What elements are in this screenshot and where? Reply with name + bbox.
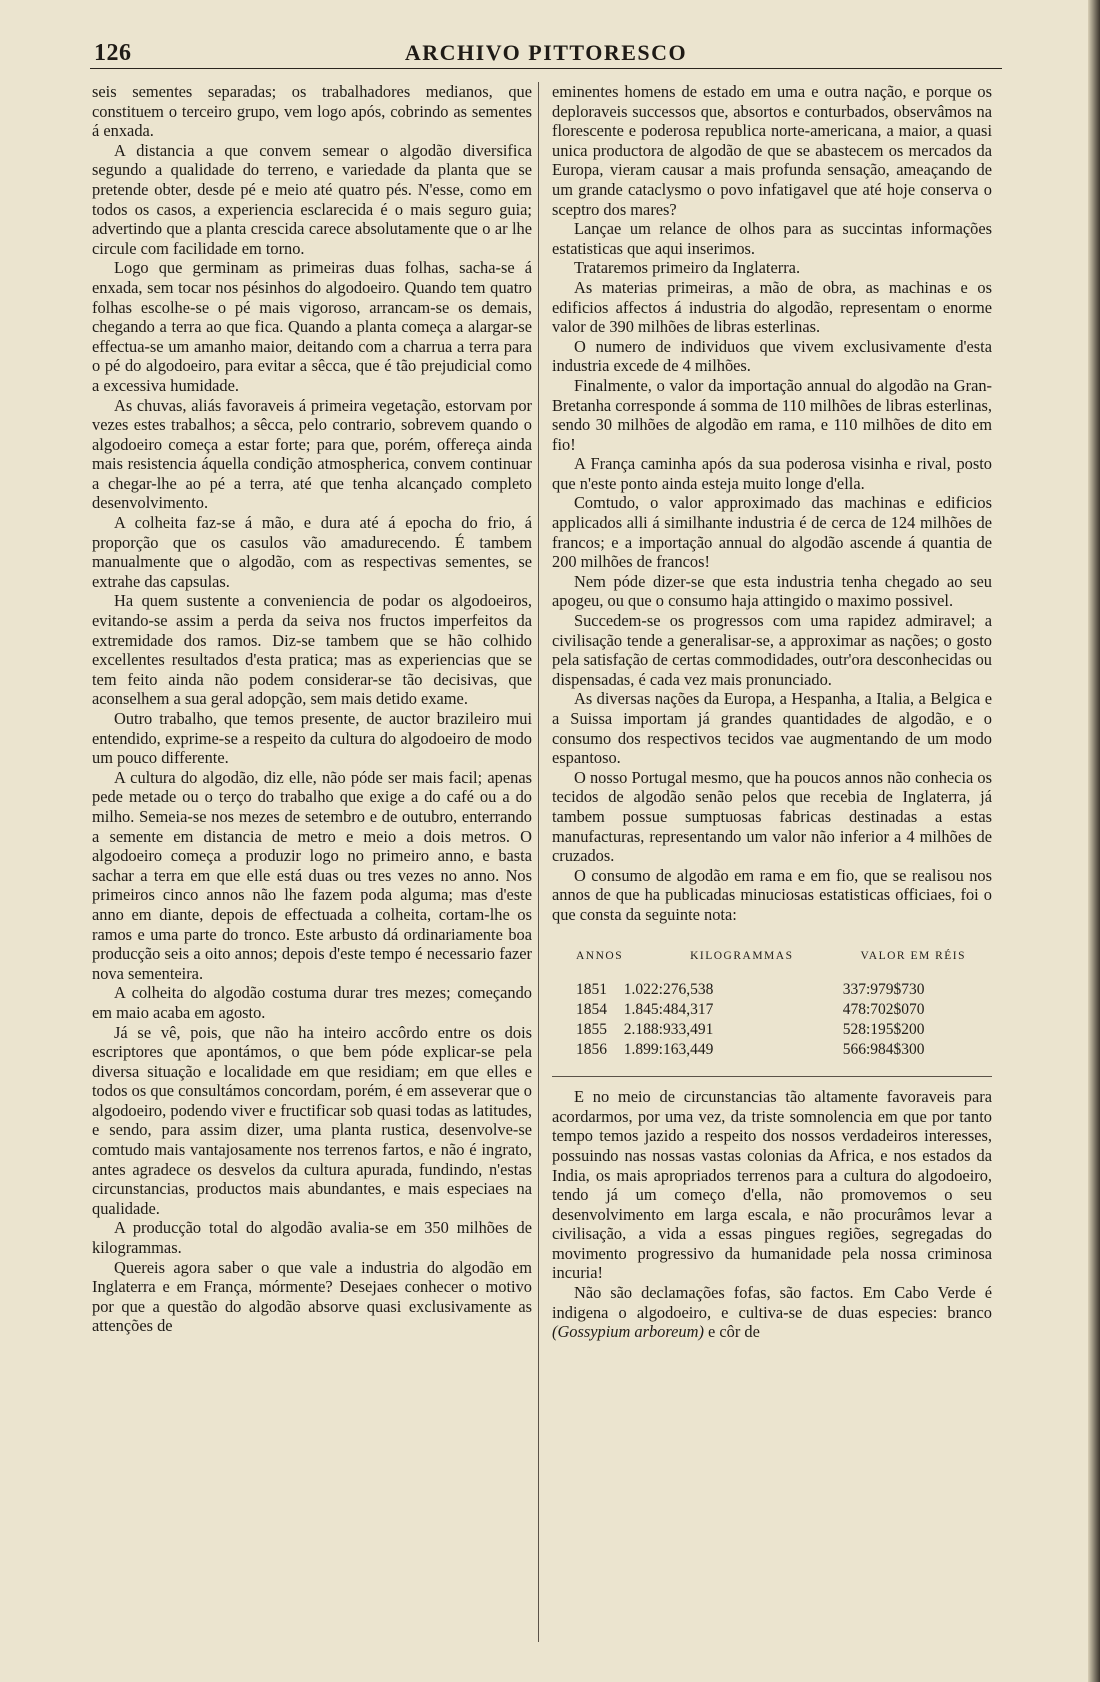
row-kilograms: 2.188:933,491 [623, 1021, 714, 1039]
row-value: 478:702$070 [842, 1001, 925, 1019]
paragraph: eminentes homens de estado em uma e outra nação, e porque os deploraveis successos que, absortos e conturbados, observâmos na florescente e poderosa republica norte-americana, a maior, a quasi unica productora de algodão de que se abastecem os mercados da Europa, vieram causar a mais profunda sensação, ameaçando de um grande cataclysmo o povo infatigavel que até hoje conserva o sceptro dos mares? [552, 82, 992, 219]
table-row [552, 980, 992, 1000]
paragraph: As diversas nações da Europa, a Hespanha, a Italia, a Belgica e a Suissa importam já grandes quantidades de algodão, e o consumo dos respectivos tecidos vae augmentando de um modo espantoso. [552, 689, 992, 768]
text-run: Não são declamações fofas, são factos. Em Cabo Verde é indigena o algodoeiro, e cultiva-se de duas especies: branco [552, 1283, 992, 1322]
row-year: 1854 [576, 1001, 607, 1019]
running-title: ARCHIVO PITTORESCO [404, 40, 688, 65]
paragraph: Lançae um relance de olhos para as succintas informações estatisticas que aqui inserimos. [552, 219, 992, 258]
header-value: VALOR EM RÉIS [860, 949, 966, 962]
paragraph: A producção total do algodão avalia-se em 350 milhões de kilogrammas. [92, 1218, 532, 1258]
table-row [552, 1000, 992, 1020]
left-column [92, 82, 532, 1336]
paragraph: As materias primeiras, a mão de obra, as machinas e os edificios affectos á industria do algodão, representam o enorme valor de 390 milhões de libras esterlinas. [552, 277, 992, 337]
cotton-consumption-table [552, 947, 992, 1061]
paragraph: E no meio de circunstancias tão altamente favoraveis para acordarmos, por uma vez, da triste somnolencia em que por tanto tempo temos jazido a respeito dos nossos verdadeiros interesses, possuindo nas nossas vastas colonias da Africa, e nos estados da India, os mais apropriados terrenos para a cultura do algodoeiro, tendo já um começo d'ella, não promovemos o seu desenvolvimento em larga escala, e não procurâmos levar a civilisação, a vida a essas pingues regiões, segregadas do movimento progressivo da humanidade pela nossa criminosa incuria! [552, 1087, 992, 1283]
paragraph: A França caminha após da sua poderosa visinha e rival, posto que n'este ponto ainda esteja muito longe d'ella. [552, 454, 992, 493]
text-run: e côr de [703, 1322, 760, 1342]
paragraph: A colheita faz-se á mão, e dura até á epocha do frio, á proporção que os casulos vão amadurecendo. É tambem manualmente que o algodão, com as respectivas sementes, se extrahe das capsulas. [92, 513, 532, 591]
paragraph: Comtudo, o valor approximado das machinas e edificios applicados alli á similhante industria é de cerca de 124 milhões de francos; e a importação annual do algodão ascende á quantia de 200 milhões de francos! [552, 493, 992, 572]
paragraph: Outro trabalho, que temos presente, de auctor brazileiro mui entendido, exprime-se a respeito da cultura do algodoeiro de modo um pouco differente. [92, 709, 532, 768]
row-kilograms: 1.022:276,538 [623, 981, 714, 999]
column-divider [538, 82, 539, 1642]
table-row [552, 1020, 992, 1040]
row-value: 337:979$730 [842, 981, 925, 999]
row-kilograms: 1.899:163,449 [623, 1041, 714, 1059]
page-edge-shadow [1088, 0, 1100, 1682]
paragraph: Trataremos primeiro da Inglaterra. [574, 258, 801, 278]
row-year: 1855 [576, 1021, 607, 1039]
row-value: 566:984$300 [842, 1041, 925, 1059]
species-name: (Gossypium arboreum) [552, 1322, 704, 1342]
row-value: 528:195$200 [842, 1021, 925, 1039]
section-rule [552, 1076, 992, 1077]
paragraph: Succedem-se os progressos com uma rapidez admiravel; a civilisação tende a generalisar-se, a approximar as nações; o gosto pela satisfação de certas commodidades, outr'ora desconhecidas ou dispensadas, é cada vez mais pronunciado. [552, 611, 992, 689]
paragraph: seis sementes separadas; os trabalhadores medianos, que constituem o terceiro grupo, vem logo após, cobrindo as sementes á enxada. [92, 82, 532, 141]
row-year: 1851 [576, 981, 607, 999]
paragraph: Já se vê, pois, que não ha inteiro accôrdo entre os dois escriptores que apontámos, o que bem póde explicar-se pela diversa situação e localidade em que residiam; em que elles e todos os que consultámos concordam, porém, é em asseverar que o algodoeiro, podendo viver e fructificar sob quasi todas as latitudes, e sendo, para assim dizer, uma planta rustica, desenvolve-se comtudo mais vantajosamente nos terrenos fartos, e não é ingrato, antes agradece os desvelos da cultura apurada, fundindo, n'estas circunstancias, productos mais abundantes, e mais especiaes na qualidade. [92, 1022, 532, 1218]
paragraph: A cultura do algodão, diz elle, não póde ser mais facil; apenas pede metade ou o terço do trabalho que exige a do café ou a do milho. Semeia-se nos mezes de setembro e de outubro, enterrando a semente em distancia de metro e meio a dois metros. O algodoeiro começa a produzir logo no primeiro anno, e basta sachar a terra em que elle está duas ou tres vezes no anno. Nos primeiros cinco annos não lhe fazem poda alguma; mas d'este anno em diante, depois de effectuada a colheita, cortam-lhe os ramos e uma parte do tronco. Este arbusto dá ordinariamente boa producção seis a oito annos; depois d'este tempo é necessario fazer nova sementeira. [92, 767, 532, 983]
paragraph: As chuvas, aliás favoraveis á primeira vegetação, estorvam por vezes estes trabalhos; a sêcca, pelo contrario, sobrevem quando o algodoeiro começa a estar forte; para que, porém, offereça ainda mais resistencia áquella condição atmospherica, convem continuar a chegar-lhe ao pé a terra, até que tenha alcançado completo desenvolvimento. [92, 395, 532, 513]
text-columns [90, 82, 1002, 1652]
paragraph: Quereis agora saber o que vale a industria do algodão em Inglaterra e em França, mórmente? Desejaes conhecer o motivo por que a questão do algodão absorve quasi exclusivamente as attenções de [92, 1257, 532, 1336]
paragraph-last [552, 1283, 992, 1342]
paragraph: O consumo de algodão em rama e em fio, que se realisou nos annos de que ha publicadas minuciosas estatisticas officiaes, foi o que consta da seguinte nota: [552, 865, 992, 924]
paragraph: A distancia a que convem semear o algodão diversifica segundo a qualidade do terreno, e variedade da planta que se pretende obter, desde pé e meio até quatro pés. N'esse, como em todos os casos, a experiencia esclarecida é o mais seguro guia; advertindo que a planta crescida carece absolutamente que o ar lhe circule com facilidade em torno. [92, 140, 532, 258]
table-header [552, 947, 992, 967]
page-header [90, 38, 1002, 69]
paragraph: Logo que germinam as primeiras duas folhas, sacha-se á enxada, sem tocar nos pésinhos do algodoeiro. Quando tem quatro folhas escolhe-se o pé mais vigoroso, arrancam-se os demais, chegando a terra ao que fica. Quando a planta começa a alargar-se effectua-se um amanho maior, deitando com a charrua a terra para o pé do algodoeiro, para evitar a sêcca, que é tão prejudicial como a excessiva humidade. [92, 258, 532, 395]
paragraph: Nem póde dizer-se que esta industria tenha chegado ao seu apogeu, ou que o consumo haja attingido o maximo possivel. [552, 571, 992, 611]
right-column [552, 82, 992, 1342]
page-number: 126 [94, 40, 132, 66]
header-years: ANNOS [576, 949, 624, 962]
paragraph: Ha quem sustente a conveniencia de podar os algodoeiros, evitando-se assim a perda da seiva nos fructos imperfeitos da extremidade dos ramos. Diz-se tambem que se hão colhido excellentes resultados d'esta pratica; mas as experiencias que se tem feito ainda não podem considerar-se tão decisivas, que aconselhem a sua geral adopção, sem mais detido exame. [92, 591, 532, 709]
paragraph: Finalmente, o valor da importação annual do algodão na Gran-Bretanha corresponde á somma de 110 milhões de libras esterlinas, sendo 30 milhões de algodão em rama, e 110 milhões de dito em fio! [552, 375, 992, 454]
book-page [90, 38, 1002, 1658]
row-year: 1856 [576, 1041, 607, 1059]
row-kilograms: 1.845:484,317 [623, 1001, 714, 1019]
paragraph: O nosso Portugal mesmo, que ha poucos annos não conhecia os tecidos de algodão senão pelos que recebia de Inglaterra, já tambem possue sumptuosas fabricas destinadas a estas manufacturas, representando um valor não inferior a 4 milhões de cruzados. [552, 767, 992, 866]
table-row [552, 1040, 992, 1060]
paragraph: O numero de individuos que vivem exclusivamente d'esta industria excede de 4 milhões. [552, 336, 992, 376]
paragraph: A colheita do algodão costuma durar tres mezes; começando em maio acaba em agosto. [92, 983, 532, 1022]
header-kilograms: KILOGRAMMAS [690, 949, 794, 962]
